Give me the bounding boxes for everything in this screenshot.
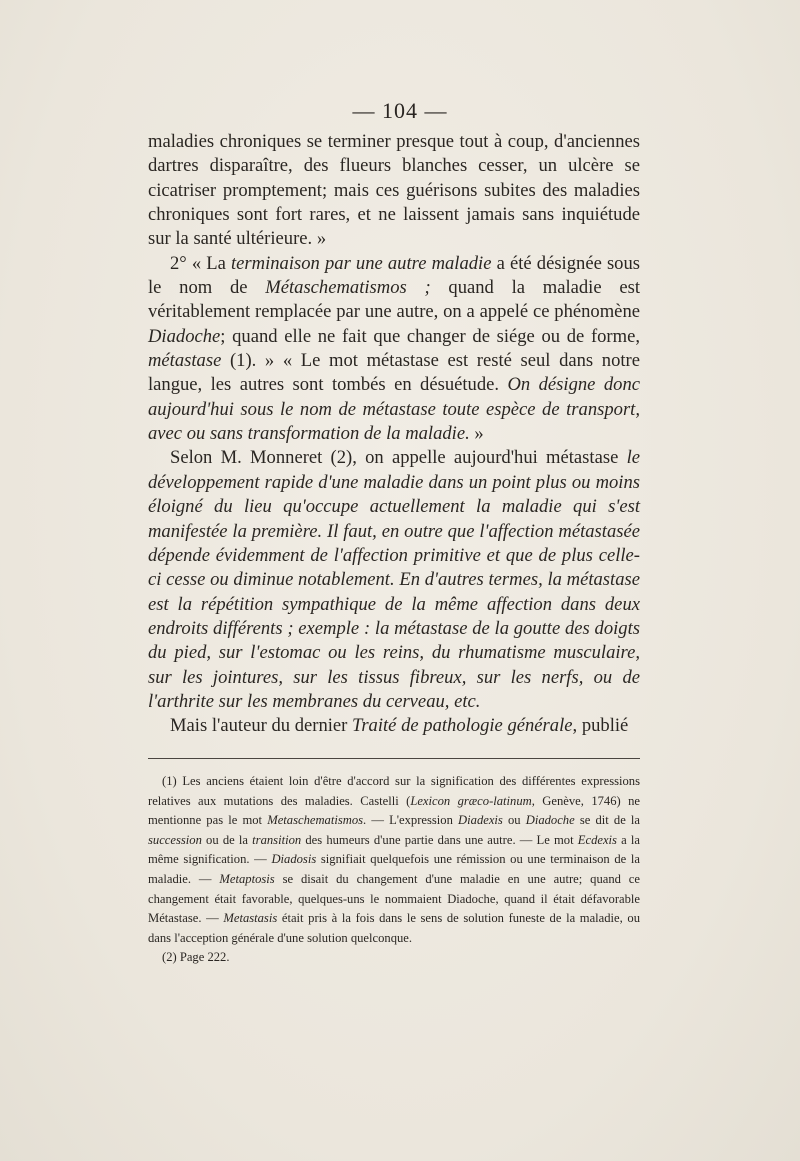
page-number: — 104 — [352,98,448,123]
italic-run: transition [252,832,302,847]
text-run: (1) Les anciens étaient loin d'être d'accord sur la signification des différentes expressions relatives aux mutations des maladies. Castelli ( [148,774,640,808]
italic-run: le développement rapide d'une maladie dans un point plus ou moins éloigné du lieu qu'occupe actuellement la maladie qui s'est manifestée la première. Il faut, en outre que l'affection métastasée dépende évidemment de l'affection primitive et que de plus celle-ci cesse ou diminue notablement. En d'autres termes, la métastase est la répétition sympathique de la même affection dans deux endroits différents ; exemple : la métastase de la goutte des doigts du pied, sur l'estomac ou les reins, du rhumatisme musculaire, sur les jointures, sur les tissus fibreux, sur les nerfs, ou de l'arthrite sur les membranes du cerveau, etc. [148,447,640,712]
text-run: a la même signification. — [148,832,640,867]
footnote-separator [148,758,640,759]
text-run: (1). » « Le mot métastase est resté seul dans notre langue, les autres sont tombés en désuétude. [148,350,640,396]
italic-run: Traité de pathologie générale [352,715,573,737]
text-run: signifiait quelquefois une rémission ou une terminaison de la maladie. — [148,852,641,886]
paragraph-4 [148,714,640,738]
paragraph-1: maladies chroniques se terminer presque tout à coup, d'anciennes dartres disparaître, des flueurs blanches cesser, un ulcère se cicatriser promptement; mais ces guérisons subites des maladies chroniques sont fort rares, et ne laissent jamais sans inquiétude sur la santé ultérieure. » [148,131,640,250]
text-run: était pris à la fois dans le sens de solution funeste de la maladie, ou dans l'acception générale d'une solution quelconque. [148,911,641,945]
text-run: Mais l'auteur du dernier [170,715,352,737]
text-run: » [469,423,484,445]
text-run: des humeurs d'une partie dans une autre. — Le mot [301,832,578,847]
italic-run: métastase [148,350,222,372]
italic-run: Diadoche [148,325,221,347]
text-run: 2° « La [170,252,232,274]
italic-run: Diadexis [458,813,503,828]
paragraph-3 [148,446,640,714]
footnote-1 [148,772,640,948]
italic-run: succession [148,832,202,847]
text-run: . — L'expression [363,813,459,828]
text-run: ou [502,813,526,828]
text-run: a été désignée sous le nom de [148,252,641,299]
italic-run: Diadoche [525,813,575,828]
text-run: ou de la [201,832,253,847]
italic-run: Metaptosis [219,871,275,886]
footnote-2: (2) Page 222. [162,950,230,965]
text-run: se dit de la [574,813,641,828]
main-text [148,130,640,739]
italic-run: On désigne donc aujourd'hui sous le nom de métastase toute espèce de transport, avec ou sans transformation de la maladie. [148,374,640,445]
text-run: Selon M. Monneret (2), on appelle aujourd'hui métastase [170,447,627,469]
italic-run: Métaschematismos ; [265,277,431,299]
text-run: quand la maladie est véritablement remplacée par une autre, on a appelé ce phénomène [148,277,640,323]
text-run: se disait du changement d'une maladie en une autre; quand ce changement était favorable, quelques-uns le nommaient Diadoche, quand il était défavorable Métastase. — [148,871,640,926]
italic-run: Ecdexis [577,832,617,847]
italic-run: Diadosis [271,852,317,867]
italic-run: Lexicon græco-latinum [410,793,532,808]
text-run: ; quand elle ne fait que changer de siége ou de forme, [220,325,640,347]
text-run: , publié [572,715,629,737]
footnotes [148,772,640,968]
italic-run: Metastasis [223,911,278,926]
text-run: , Genève, 1746) ne mentionne pas le mot [148,793,640,828]
italic-run: terminaison par une autre maladie [231,252,492,274]
italic-run: Metaschematismos [267,813,364,828]
paragraph-2 [148,252,640,447]
